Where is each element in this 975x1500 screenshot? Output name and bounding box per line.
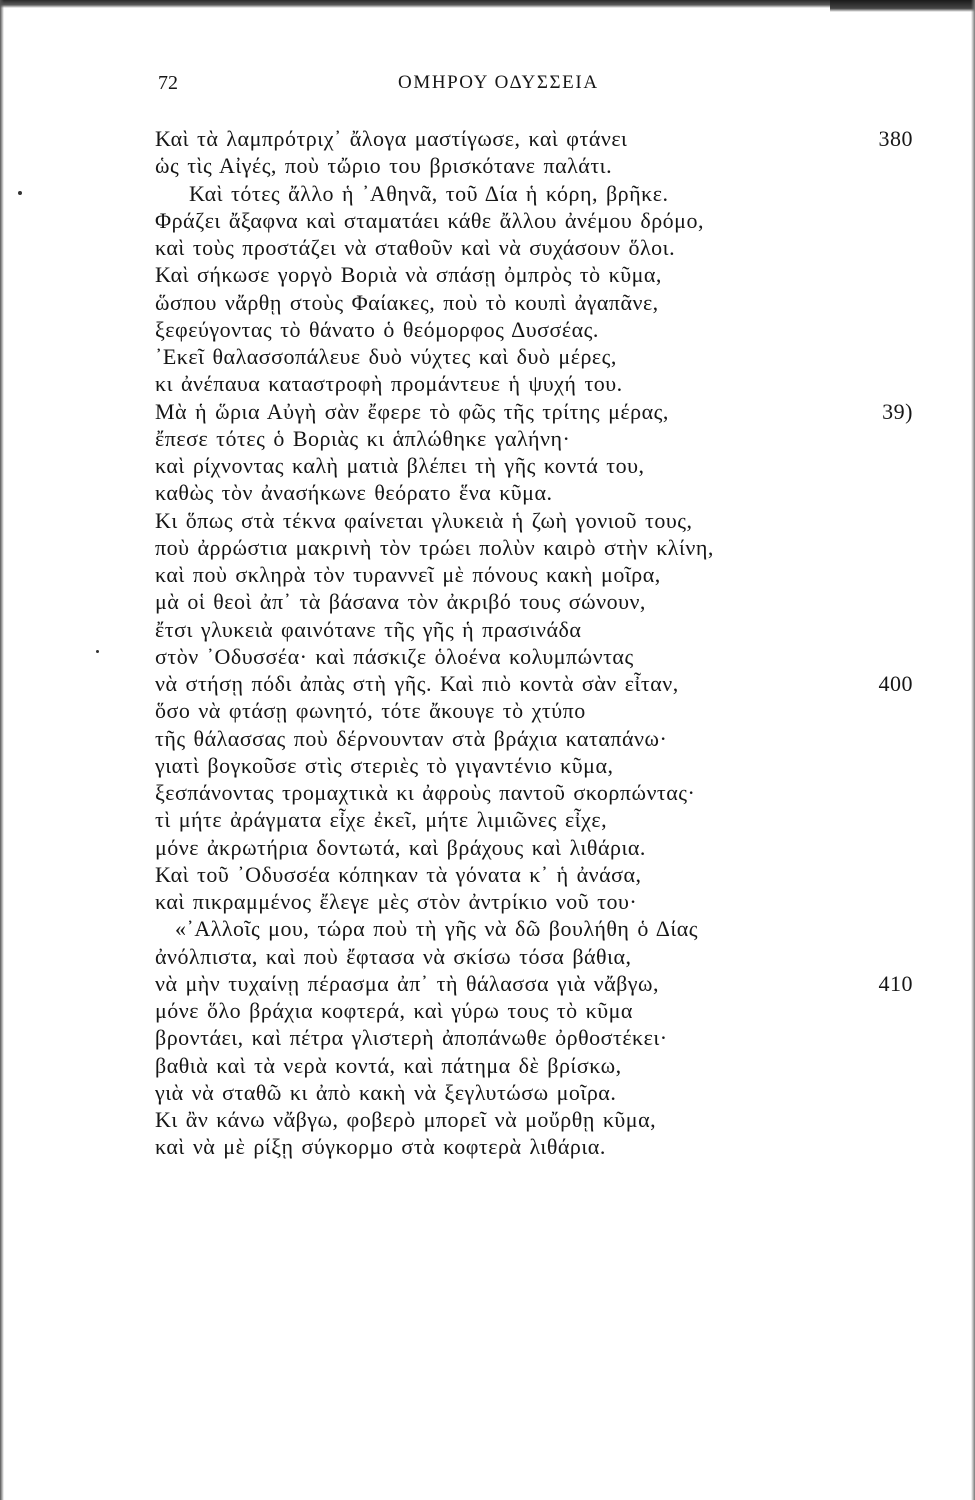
- verse-line: [155, 725, 915, 752]
- scan-edge-right: [971, 0, 975, 1500]
- verse-text: καὶ ρίχνοντας καλὴ ματιὰ βλέπει τὴ γῆς κοντά του,: [155, 453, 645, 478]
- verse-line: [155, 479, 915, 506]
- verse-text: Καὶ τότες ἄλλο ἡ ᾿Αθηνᾶ, τοῦ Δία ἡ κόρη, βρῆκε.: [189, 180, 669, 206]
- verse-line: [155, 1133, 915, 1160]
- verse-line: [155, 125, 915, 152]
- verse-text: ποὺ ἀρρώστια μακρινὴ τὸν τρώει πολὺν καιρὸ στὴν κλίνη,: [155, 534, 714, 560]
- verse-line: [155, 207, 915, 234]
- verse-line: [155, 289, 915, 316]
- verse-line: [155, 534, 915, 561]
- verse-text: ὡς τὶς Αἰγές, ποὺ τὤριο του βρισκότανε παλάτι.: [155, 153, 613, 179]
- verse-line: [155, 670, 915, 697]
- verse-text: μὰ οἱ θεοὶ ἀπ᾽ τὰ βάσανα τὸν ἀκριβό τους σώνουν,: [155, 589, 646, 615]
- verse-text: Κι ὅπως στὰ τέκνα φαίνεται γλυκειὰ ἡ ζωὴ γονιοῦ τους,: [155, 507, 693, 533]
- verse-line: [155, 370, 915, 397]
- verse-line: [155, 943, 915, 970]
- running-title: ΟΜΗΡΟΥ ΟΔΥΣΣΕΙΑ: [398, 72, 599, 93]
- verse-text: καὶ ποὺ σκληρὰ τὸν τυραννεῖ μὲ πόνους κακὴ μοῖρα,: [155, 562, 661, 587]
- line-number: 400: [878, 671, 913, 696]
- verse-text: Κι ἂν κάνω νἄβγω, φοβερὸ μπορεῖ νὰ μοὔρθῃ κῦμα,: [155, 1107, 657, 1132]
- scan-speck: [96, 650, 99, 653]
- verse-text: ὅσο νὰ φτάσῃ φωνητό, τότε ἄκουγε τὸ χτύπο: [155, 698, 586, 724]
- verse-text: ξεσπάνοντας τρομαχτικὰ κι ἀφροὺς παντοῦ σκορπώντας·: [155, 780, 696, 805]
- verse-text: Καὶ σήκωσε γοργὸ Βοριὰ νὰ σπάσῃ ὀμπρὸς τὸ κῦμα,: [155, 262, 662, 288]
- verse-block: [155, 125, 915, 1161]
- verse-text: Καὶ τοῦ ᾿Οδυσσέα κόπηκαν τὰ γόνατα κ᾽ ἡ ἀνάσα,: [155, 861, 642, 887]
- verse-line: [155, 588, 915, 615]
- verse-text: γιὰ νὰ σταθῶ κι ἀπὸ κακὴ νὰ ξεγλυτώσω μοῖρα.: [155, 1079, 617, 1105]
- verse-line: [155, 1024, 915, 1051]
- verse-text: «᾿Αλλοῖς μου, τώρα ποὺ τὴ γῆς νὰ δῶ βουλήθη ὁ Δίας: [175, 916, 698, 942]
- verse-text: ἔπεσε τότες ὁ Βοριὰς κι ἁπλώθηκε γαλήνη·: [155, 425, 571, 451]
- scan-speck: [18, 191, 22, 195]
- verse-text: τὶ μήτε ἀράγματα εἶχε ἐκεῖ, μήτε λιμιῶνες εἶχε,: [155, 807, 608, 833]
- verse-line: [155, 180, 915, 207]
- verse-text: νὰ μὴν τυχαίνῃ πέρασμα ἀπ᾽ τὴ θάλασσα γιὰ νἄβγω,: [155, 970, 660, 996]
- page-header: [158, 70, 918, 100]
- verse-text: καὶ νὰ μὲ ρίξῃ σύγκορμο στὰ κοφτερὰ λιθάρια.: [155, 1134, 606, 1160]
- verse-line: [155, 697, 915, 724]
- verse-text: τῆς θάλασσας ποὺ δέρνουνταν στὰ βράχια καταπάνω·: [155, 725, 668, 751]
- verse-line: [155, 561, 915, 588]
- verse-text: ἔτσι γλυκειὰ φαινότανε τῆς γῆς ἡ πρασινάδα: [155, 616, 582, 642]
- verse-text: μόνε ὅλο βράχια κοφτερά, καὶ γύρω τους τὸ κῦμα: [155, 998, 633, 1023]
- verse-line: [155, 806, 915, 833]
- verse-text: καθὼς τὸν ἀνασήκωνε θεόρατο ἕνα κῦμα.: [155, 480, 553, 506]
- scan-edge-left: [0, 0, 4, 1500]
- line-number: 410: [878, 970, 913, 996]
- scan-edge-top: [0, 0, 975, 8]
- verse-text: βαθιὰ καὶ τὰ νερὰ κοντά, καὶ πάτημα δὲ βρίσκω,: [155, 1052, 622, 1078]
- verse-line: [155, 834, 915, 861]
- verse-text: Μὰ ἡ ὥρια Αὐγὴ σὰν ἔφερε τὸ φῶς τῆς τρίτης μέρας,: [155, 398, 669, 424]
- verse-line: [155, 425, 915, 452]
- verse-text: καὶ τοὺς προστάζει νὰ σταθοῦν καὶ νὰ συχάσουν ὅλοι.: [155, 235, 676, 260]
- verse-line: [155, 997, 915, 1024]
- verse-line: [155, 779, 915, 806]
- verse-line: [155, 643, 915, 670]
- verse-text: βροντάει, καὶ πέτρα γλιστερὴ ἀποπάνωθε ὀρθοστέκει·: [155, 1025, 668, 1051]
- verse-line: [155, 343, 915, 370]
- verse-line: [155, 915, 915, 942]
- verse-line: [155, 1052, 915, 1079]
- verse-text: ξεφεύγοντας τὸ θάνατο ὁ θεόμορφος Δυσσέας.: [155, 316, 599, 342]
- verse-text: καὶ πικραμμένος ἔλεγε μὲς στὸν ἀντρίκιο νοῦ του·: [155, 889, 638, 914]
- verse-text: ὥσπου νἄρθῃ στοὺς Φαίακες, ποὺ τὸ κουπὶ ἀγαπᾶνε,: [155, 289, 659, 315]
- verse-line: [155, 316, 915, 343]
- verse-text: Φράζει ἄξαφνα καὶ σταματάει κάθε ἄλλου ἀνέμου δρόμο,: [155, 207, 704, 233]
- verse-line: [155, 861, 915, 888]
- verse-line: [155, 452, 915, 479]
- verse-line: [155, 752, 915, 779]
- verse-text: Καὶ τὰ λαμπρότριχ᾽ ἄλογα μαστίγωσε, καὶ φτάνει: [155, 126, 628, 151]
- verse-text: κι ἀνέπαυα καταστροφὴ προμάντευε ἡ ψυχή του.: [155, 371, 623, 397]
- verse-text: γιατὶ βογκοῦσε στὶς στεριὲς τὸ γιγαντένιο κῦμα,: [155, 752, 614, 778]
- verse-line: [155, 616, 915, 643]
- verse-line: [155, 261, 915, 288]
- line-number: 39): [882, 398, 913, 424]
- line-number: 380: [878, 126, 913, 151]
- verse-text: μόνε ἀκρωτήρια δοντωτά, καὶ βράχους καὶ λιθάρια.: [155, 834, 646, 860]
- verse-text: ᾿Εκεῖ θαλασσοπάλευε δυὸ νύχτες καὶ δυὸ μέρες,: [155, 344, 617, 369]
- verse-line: [155, 1106, 915, 1133]
- verse-line: [155, 888, 915, 915]
- verse-line: [155, 152, 915, 179]
- verse-text: ἀνόλπιστα, καὶ ποὺ ἔφτασα νὰ σκίσω τόσα βάθια,: [155, 943, 632, 969]
- verse-line: [155, 398, 915, 425]
- verse-text: νὰ στήσῃ πόδι ἀπὰς στὴ γῆς. Καὶ πιὸ κοντὰ σὰν εἶταν,: [155, 671, 679, 696]
- verse-line: [155, 1079, 915, 1106]
- page-number: 72: [158, 72, 178, 94]
- verse-line: [155, 970, 915, 997]
- verse-line: [155, 234, 915, 261]
- verse-text: στὸν ᾿Οδυσσέα· καὶ πάσκιζε ὁλοένα κολυμπώντας: [155, 643, 634, 669]
- verse-line: [155, 507, 915, 534]
